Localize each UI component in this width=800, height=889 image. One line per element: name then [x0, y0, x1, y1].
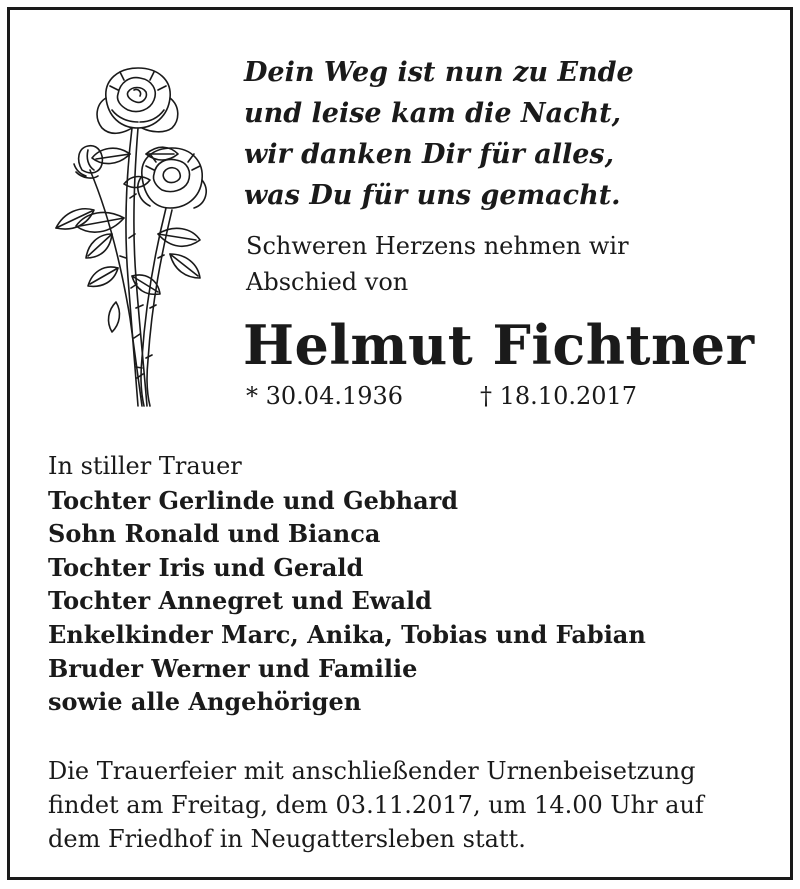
- poem-line: und leise kam die Nacht,: [244, 98, 622, 129]
- notice-line: dem Friedhof in Neugattersleben statt.: [48, 825, 526, 853]
- life-dates: [246, 378, 638, 414]
- farewell-intro: [246, 228, 629, 300]
- poem-line: wir danken Dir für alles,: [244, 139, 614, 170]
- mourner-line: sowie alle Angehörigen: [48, 687, 362, 717]
- intro-line: Schweren Herzens nehmen wir: [246, 232, 629, 260]
- mourner-line: Bruder Werner und Familie: [48, 653, 418, 683]
- deceased-name: Helmut Fichtner: [243, 313, 755, 377]
- funeral-notice: [48, 754, 704, 856]
- notice-line: findet am Freitag, dem 03.11.2017, um 14.00 Uhr auf: [48, 791, 704, 819]
- mourners-list: [48, 450, 646, 719]
- mourning-heading: In stiller Trauer: [48, 452, 242, 480]
- mourner-line: Tochter Gerlinde und Gebhard: [48, 485, 459, 515]
- intro-line: Abschied von: [246, 268, 409, 296]
- obituary-frame: [7, 7, 793, 880]
- rose-illustration: [46, 58, 216, 414]
- poem-line: Dein Weg ist nun zu Ende: [244, 57, 634, 88]
- mourner-line: Enkelkinder Marc, Anika, Tobias und Fabian: [48, 619, 646, 649]
- death-date: † 18.10.2017: [480, 382, 638, 410]
- birth-date: * 30.04.1936: [246, 382, 404, 410]
- mourner-line: Tochter Annegret und Ewald: [48, 586, 432, 616]
- mourner-line: Tochter Iris und Gerald: [48, 552, 364, 582]
- notice-line: Die Trauerfeier mit anschließender Urnenbeisetzung: [48, 757, 696, 785]
- poem-line: was Du für uns gemacht.: [244, 180, 621, 211]
- memorial-poem: [244, 52, 634, 216]
- mourner-line: Sohn Ronald und Bianca: [48, 519, 381, 549]
